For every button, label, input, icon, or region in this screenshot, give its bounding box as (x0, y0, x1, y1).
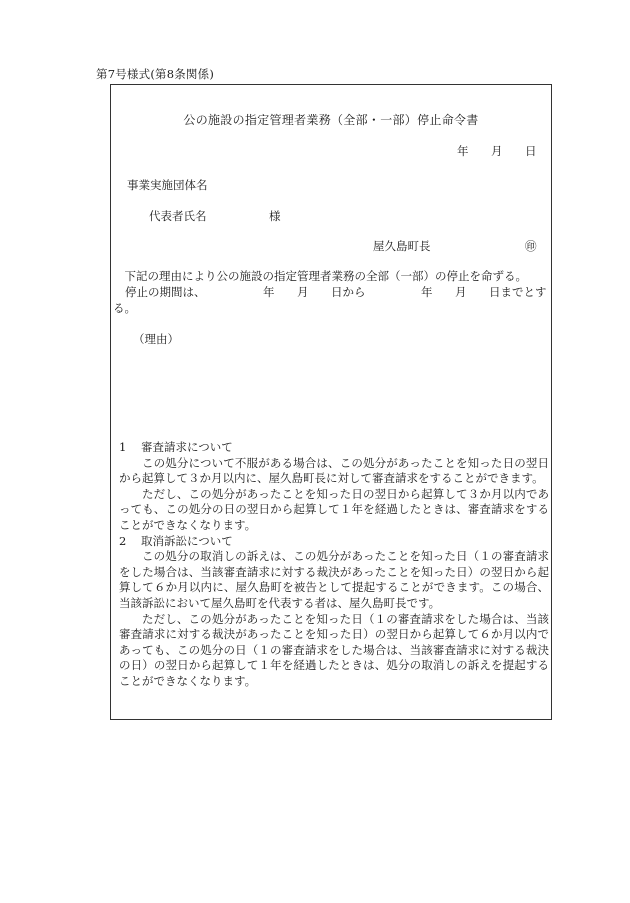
note-2-paragraph-2: ただし、この処分があったことを知った日（１の審査請求をした場合は、当該審査請求に対する裁決があったことを知った日）の翌日から起算して６か月以内であっても、この処分の日（１の審査請求をした場合は、当該審査請求に対する裁決の日）の翌日から起算して１年を経過したときは、処分の取消しの訴えを提起することができなくなります。 (119, 611, 549, 688)
representative-name-label: 代表者氏名 (149, 209, 207, 223)
period-end-day: 日までとす (489, 285, 547, 299)
order-text: 下記の理由により公の施設の指定管理者業務の全部（一部）の停止を命ずる。 (124, 269, 527, 283)
issuer-mayor: 屋久島町長 (373, 239, 431, 253)
period-end-text: る。 (113, 301, 136, 315)
note-1-heading (119, 440, 549, 456)
document-title: 公の施設の指定管理者業務（全部・一部）停止命令書 (183, 113, 479, 127)
period-start-month: 月 (297, 285, 309, 299)
date-year: 年 (457, 144, 469, 158)
period-start-year: 年 (263, 285, 275, 299)
date-month: 月 (491, 144, 503, 158)
note-2-title: 取消訴訟について (141, 533, 233, 548)
form-number-label: 第7号様式(第8条関係) (96, 67, 215, 81)
honorific: 様 (269, 209, 281, 223)
date-day: 日 (525, 144, 537, 158)
note-2-heading (119, 534, 549, 550)
suspension-period (113, 284, 549, 300)
period-end-month: 月 (455, 285, 467, 299)
note-1-title: 審査請求について (141, 440, 233, 454)
note-1-paragraph-1: この処分について不服がある場合は、この処分があったことを知った日の翌日から起算して３か月以内に、屋久島町長に対して審査請求をすることができます。 (119, 455, 549, 486)
period-end-year: 年 (421, 285, 433, 299)
note-2-number: 2 (119, 533, 127, 548)
organization-name-label: 事業実施団体名 (127, 178, 208, 192)
note-2-paragraph-1: この処分の取消しの訴えは、この処分があったことを知った日（１の審査請求をした場合は、当該審査請求に対する裁決があったことを知った日）の翌日から起算して６か月以内に、屋久島町を被告として提起することができます。この場合、当該訴訟において屋久島町を代表する者は、屋久島町長です。 (119, 549, 549, 610)
period-start-day: 日から (331, 285, 366, 299)
seal-mark: ㊞ (525, 239, 537, 253)
reason-label: （理由） (133, 332, 179, 346)
document-frame (110, 84, 552, 720)
note-1-number: 1 (119, 440, 127, 454)
notes-section (119, 440, 549, 690)
period-label: 停止の期間は、 (125, 285, 206, 299)
note-1-paragraph-2: ただし、この処分があったことを知った日の翌日から起算して３か月以内であっても、この処分の日の翌日から起算して１年を経過したときは、審査請求をすることができなくなります。 (119, 486, 549, 532)
